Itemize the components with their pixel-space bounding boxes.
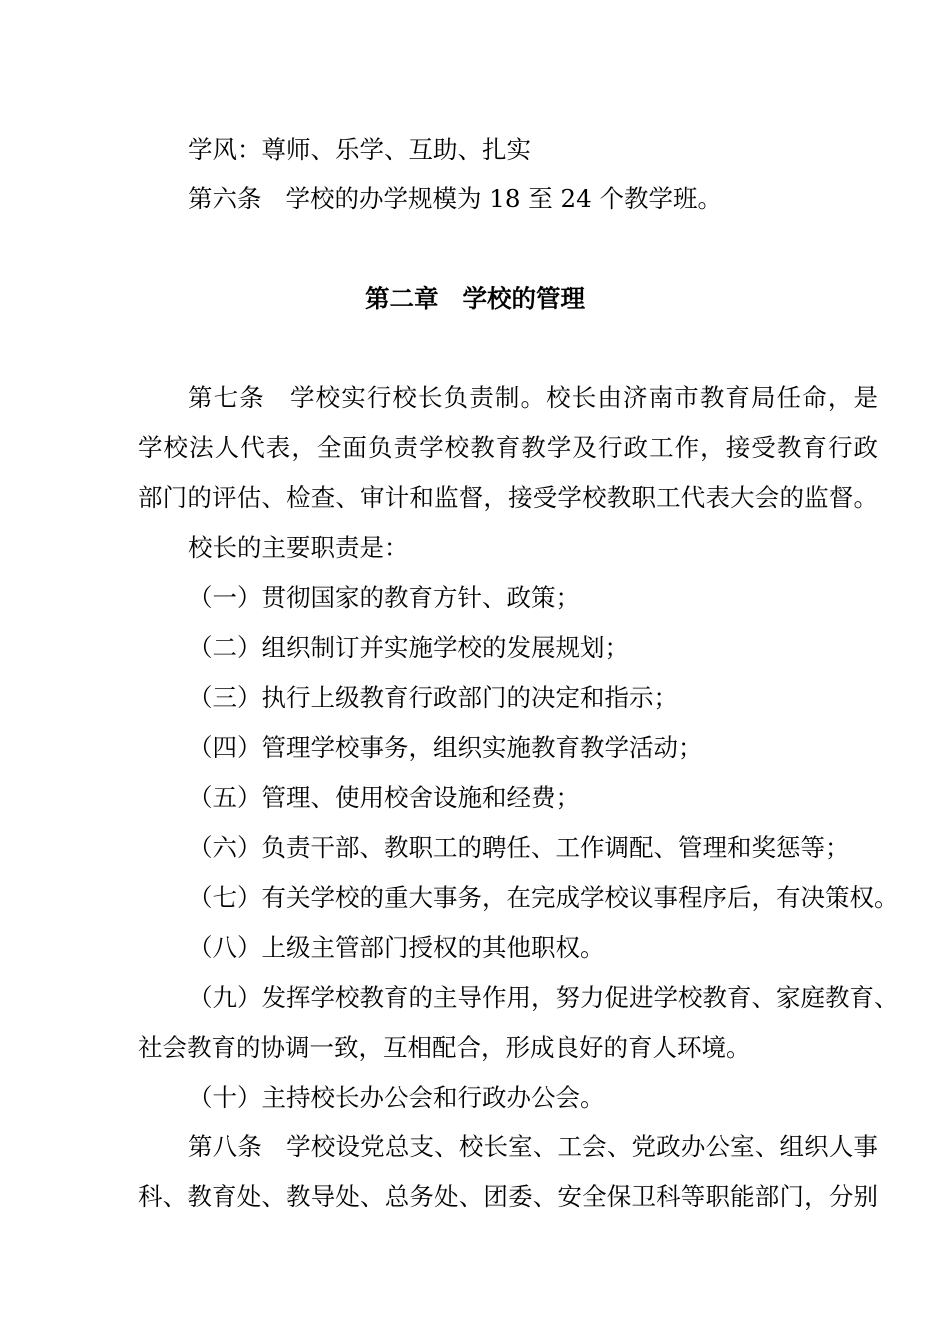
- duty-item-6: [188, 833, 878, 863]
- school-style-line: [188, 135, 878, 165]
- duty-item-text: （四）管理学校事务，组织实施教育教学活动；: [188, 733, 703, 762]
- duty-item-text: （七）有关学校的重大事务，在完成学校议事程序后，有决策权。: [188, 883, 899, 912]
- duty-item-9: [188, 983, 899, 1013]
- article-7-text-1: 学校实行校长负责制。校长由济南市教育局任命，是: [288, 383, 879, 412]
- duties-intro-text: 校长的主要职责是：: [188, 533, 409, 562]
- article-8-label: 第八条: [188, 1132, 262, 1161]
- article-7-text-2: 学校法人代表，全面负责学校教育教学及行政工作，接受教育行政: [138, 433, 878, 462]
- duty-item-text: （五）管理、使用校舍设施和经费；: [188, 783, 580, 812]
- duty-item-1: [188, 583, 878, 613]
- article-8-line-2: [138, 1182, 878, 1212]
- school-style-text: 学风：尊师、乐学、互助、扎实: [188, 135, 531, 164]
- duty-item-text: 社会教育的协调一致，互相配合，形成良好的育人环境。: [138, 1033, 751, 1062]
- duty-item-text: （六）负责干部、教职工的聘任、工作调配、管理和奖惩等；: [188, 833, 850, 862]
- duty-item-7: [188, 883, 899, 913]
- article-7-text-3: 部门的评估、检查、审计和监督，接受学校教职工代表大会的监督。: [138, 483, 878, 512]
- duty-item-9-continued: [138, 1033, 878, 1063]
- duty-item-text: （十）主持校长办公会和行政办公会。: [188, 1083, 605, 1112]
- duty-item-10: [188, 1083, 878, 1113]
- chapter-number: 第二章: [365, 284, 439, 313]
- duty-item-3: [188, 683, 878, 713]
- duties-intro: [188, 533, 878, 563]
- article-8-line-1: [188, 1132, 878, 1162]
- duty-item-text: （一）贯彻国家的教育方针、政策；: [188, 583, 580, 612]
- duty-item-text: （九）发挥学校教育的主导作用，努力促进学校教育、家庭教育、: [188, 983, 899, 1012]
- duty-item-text: （二）组织制订并实施学校的发展规划；: [188, 633, 629, 662]
- article-8-text-2: 科、教育处、教导处、总务处、团委、安全保卫科等职能部门，分别: [138, 1182, 878, 1211]
- article-7-label: 第七条: [188, 383, 265, 412]
- duty-item-text: （八）上级主管部门授权的其他职权。: [188, 933, 605, 962]
- duty-item-4: [188, 733, 878, 763]
- chapter-title: 学校的管理: [462, 284, 585, 313]
- duty-item-5: [188, 783, 878, 813]
- article-6-text: 学校的办学规模为 18 至 24 个教学班。: [285, 184, 723, 213]
- article-7-line-2: [138, 433, 878, 463]
- article-6: [188, 184, 878, 214]
- article-7-line-3: [138, 483, 878, 513]
- duty-item-8: [188, 933, 878, 963]
- duty-item-2: [188, 633, 878, 663]
- article-6-label: 第六条: [188, 184, 262, 213]
- article-7-line-1: [188, 383, 878, 413]
- article-8-text-1: 学校设党总支、校长室、工会、党政办公室、组织人事: [286, 1132, 878, 1161]
- chapter-heading: [0, 284, 950, 314]
- duty-item-text: （三）执行上级教育行政部门的决定和指示；: [188, 683, 678, 712]
